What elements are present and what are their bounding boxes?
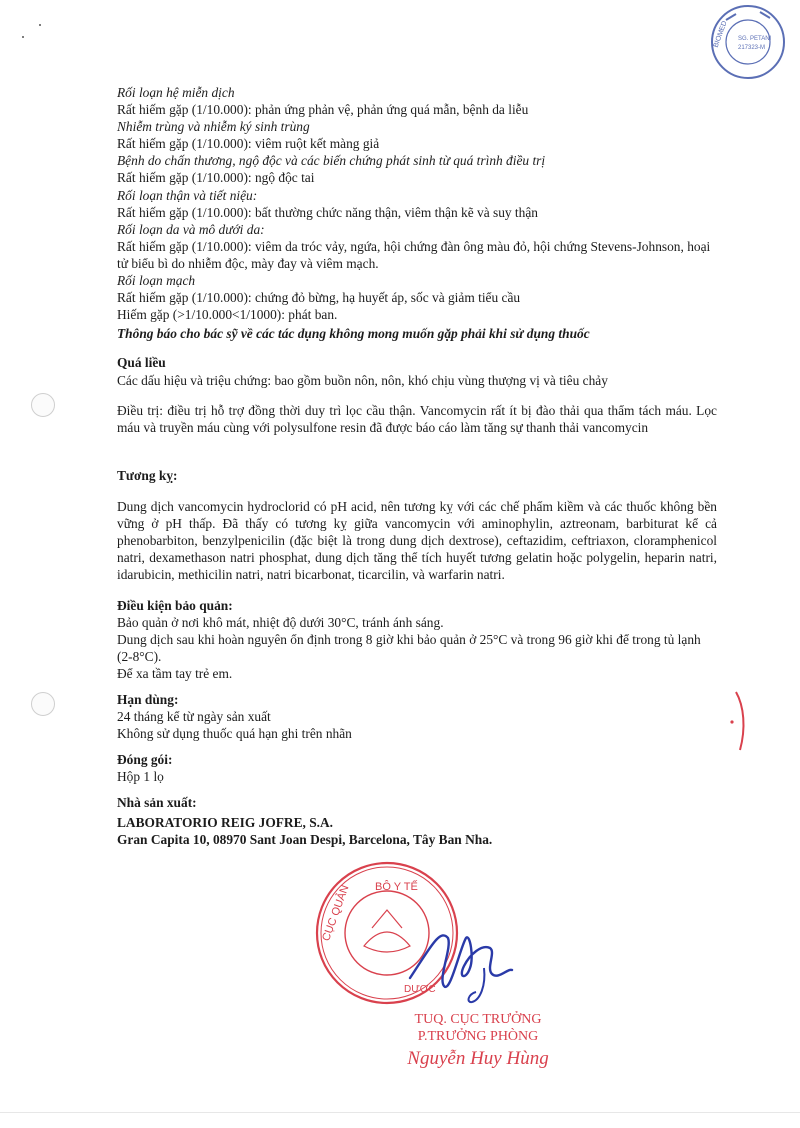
section-renal-text: Rất hiếm gặp (1/10.000): bất thường chức năng thận, viêm thận kẽ và suy thận xyxy=(117,204,538,220)
shelf-life-heading: Hạn dùng: xyxy=(117,691,179,707)
page-bottom-edge xyxy=(0,1112,800,1113)
punch-hole xyxy=(31,393,55,417)
section-infection-text: Rất hiếm gặp (1/10.000): viêm ruột kết màng giả xyxy=(117,136,380,152)
svg-text:SG. PETANI: SG. PETANI xyxy=(738,36,772,42)
section-vascular-title: Rối loạn mạch xyxy=(117,273,196,289)
document-body xyxy=(117,84,717,848)
shelf-life-text-2: Không sử dụng thuốc quá hạn ghi trên nhãn xyxy=(117,726,352,742)
signature-block xyxy=(378,1011,578,1071)
section-injury-title: Bệnh do chấn thương, ngộ độc và các biến chứng phát sinh từ quá trình điều trị xyxy=(117,153,546,169)
svg-text:CỤC QUẢN: CỤC QUẢN xyxy=(320,883,352,943)
company-seal-stamp xyxy=(708,2,788,82)
signer-title-1: TUQ. CỤC TRƯỞNG xyxy=(414,1012,542,1027)
section-skin-text: Rất hiếm gặp (1/10.000): viêm da tróc vảy, ngứa, hội chứng đàn ông màu đỏ, hội chứng Stevens-Johnson, hoại tử biểu bì do nhiễm độc, mày đay và viêm mạch. xyxy=(117,238,711,271)
packaging-text: Hộp 1 lọ xyxy=(117,769,164,785)
punch-hole xyxy=(31,692,55,716)
manufacturer-heading: Nhà sản xuất: xyxy=(117,795,197,811)
svg-text:217323-M: 217323-M xyxy=(738,45,766,51)
red-pen-mark xyxy=(718,688,758,758)
overdose-heading: Quá liều xyxy=(117,355,166,371)
section-immune-text: Rất hiếm gặp (1/10.000): phản ứng phản vệ, phản ứng quá mẫn, bệnh da liễu xyxy=(117,102,529,118)
section-skin-title: Rối loạn da và mô dưới da: xyxy=(117,221,265,237)
storage-text-3: Để xa tầm tay trẻ em. xyxy=(117,665,233,681)
overdose-text-2: Điều trị: điều trị hỗ trợ đồng thời duy trì lọc cầu thận. Vancomycin rất ít bị đào thải qua thẩm tách máu. Lọc máu và truyền máu cùng với polysulfone resin đã được báo cáo làm tăng sự thanh thải vancomycin xyxy=(117,402,717,436)
storage-text-2: Dung dịch sau khi hoàn nguyên ổn định trong 8 giờ khi bảo quản ở 25°C và trong 96 giờ khi để trong tủ lạnh (2-8°C). xyxy=(117,631,701,664)
manufacturer-name: LABORATORIO REIG JOFRE, S.A. xyxy=(117,814,334,830)
section-renal-title: Rối loạn thận và tiết niệu: xyxy=(117,187,258,203)
svg-text:BỘ Y TẾ: BỘ Y TẾ xyxy=(375,881,418,893)
scan-speck xyxy=(39,24,41,26)
incompatibility-heading: Tương kỵ: xyxy=(117,468,178,484)
shelf-life-text-1: 24 tháng kể từ ngày sản xuất xyxy=(117,709,271,725)
storage-text-1: Bảo quản ở nơi khô mát, nhiệt độ dưới 30°C, tránh ánh sáng. xyxy=(117,614,444,630)
storage-heading: Điều kiện bảo quản: xyxy=(117,597,233,613)
scan-speck xyxy=(22,36,24,38)
overdose-text-1: Các dấu hiệu và triệu chứng: bao gồm buồn nôn, nôn, khó chịu vùng thượng vị và tiêu chảy xyxy=(117,372,608,388)
svg-text:DƯỢC: DƯỢC xyxy=(404,984,436,995)
section-vascular-text-2: Hiếm gặp (>1/10.000<1/1000): phát ban. xyxy=(117,307,338,323)
signer-name: Nguyễn Huy Hùng xyxy=(407,1048,549,1069)
section-immune-title: Rối loạn hệ miễn dịch xyxy=(117,85,235,100)
manufacturer-address: Gran Capita 10, 08970 Sant Joan Despi, Barcelona, Tây Ban Nha. xyxy=(117,831,493,847)
packaging-heading: Đóng gói: xyxy=(117,752,173,768)
handwritten-signature xyxy=(400,908,520,1008)
notify-doctor-note: Thông báo cho bác sỹ về các tác dụng không mong muốn gặp phải khi sử dụng thuốc xyxy=(117,326,590,342)
section-infection-title: Nhiễm trùng và nhiễm ký sinh trùng xyxy=(117,119,310,135)
svg-text:BIOMED: BIOMED xyxy=(712,20,729,49)
signer-title-2: P.TRƯỞNG PHÒNG xyxy=(417,1029,539,1044)
section-vascular-text-1: Rất hiếm gặp (1/10.000): chứng đỏ bừng, hạ huyết áp, sốc và giảm tiểu cầu xyxy=(117,290,521,306)
incompatibility-text: Dung dịch vancomycin hydroclorid có pH acid, nên tương kỵ với các chế phẩm kiềm và các thuốc không bền vững ở pH thấp. Đã thấy có tương kỵ giữa vancomycin với aminophylin, aztreonam, barbiturat kể cả phenobarbiton, benzylpenicilin (đặc biệt là trong dung dịch dextrose), ceftazidim, ceftriaxon, cloramphenicol natri, dexamethason natri phosphat, dung dịch tăng thể tích huyết tương gelatin hoặc polygelin, heparin natri, idarubicin, methicilin natri, natri bicarbonat, ticarcilin, và warfarin natri. xyxy=(117,498,717,583)
section-injury-text: Rất hiếm gặp (1/10.000): ngộ độc tai xyxy=(117,170,315,186)
